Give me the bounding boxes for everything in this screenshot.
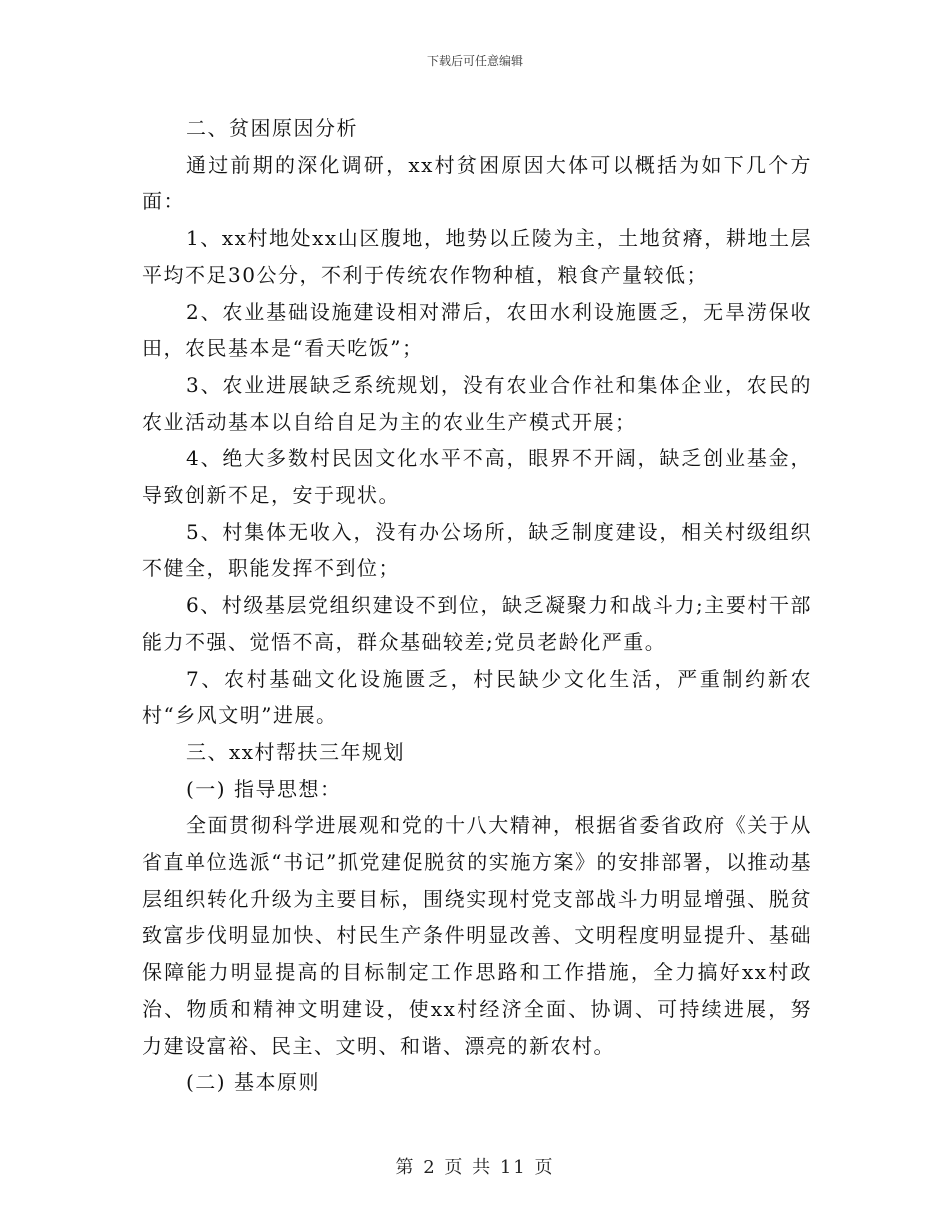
paragraph-cause-2: 2、农业基础设施建设相对滞后，农田水利设施匮乏，无旱涝保收田，农民基本是“看天吃饭”； [142, 299, 812, 361]
paragraph-cause-1: 1、xx村地处xx山区腹地，地势以丘陵为主，土地贫瘠，耕地土层平均不足30公分，不利于传统农作物种植，粮食产量较低； [142, 226, 812, 287]
section-heading-poverty-causes: 二、贫困原因分析 [186, 116, 358, 140]
page-number-label: 第 2 页 共 11 页 [395, 1157, 555, 1178]
paragraph-cause-3: 3、农业进展缺乏系统规划，没有农业合作社和集体企业，农民的农业活动基本以自给自足为主的农业生产模式开展； [142, 372, 812, 434]
paragraph-cause-5: 5、村集体无收入，没有办公场所，缺乏制度建设，相关村级组织不健全，职能发挥不到位； [142, 519, 812, 581]
paragraph-guiding-ideology: 全面贯彻科学进展观和党的十八大精神，根据省委省政府《关于从省直单位选派“书记”抓党建促脱贫的实施方案》的安排部署，以推动基层组织转化升级为主要目标，围绕实现村党支部战斗力明显增强、脱贫致富步伐明显加快、村民生产条件明显改善、文明程度明显提升、基础保障能力明显提高的目标制定工作思路和工作措施，全力搞好xx村政治、物质和精神文明建设，使xx村经济全面、协调、可持续进展，努力建设富裕、民主、文明、和谐、漂亮的新农村。 [142, 813, 812, 1058]
paragraph-cause-6: 6、村级基层党组织建设不到位，缺乏凝聚力和战斗力;主要村干部能力不强、觉悟不高，群众基础较差;党员老龄化严重。 [142, 593, 812, 654]
paragraph-cause-4: 4、绝大多数村民因文化水平不高，眼界不开阔，缺乏创业基金，导致创新不足，安于现状。 [142, 446, 812, 508]
subheading-guiding-ideology: (一) 指导思想： [186, 776, 342, 801]
section-heading-three-year-plan: 三、xx村帮扶三年规划 [186, 739, 406, 764]
document-body [142, 110, 812, 1101]
page-number-footer [0, 1153, 950, 1179]
subheading-basic-principles: (二) 基本原则 [186, 1070, 320, 1095]
paragraph-cause-7: 7、农村基础文化设施匮乏，村民缺少文化生活，严重制约新农村“乡风文明”进展。 [142, 666, 812, 728]
paragraph-intro: 通过前期的深化调研，xx村贫困原因大体可以概括为如下几个方面： [142, 152, 812, 214]
header-note: 下载后可任意编辑 [426, 54, 523, 68]
